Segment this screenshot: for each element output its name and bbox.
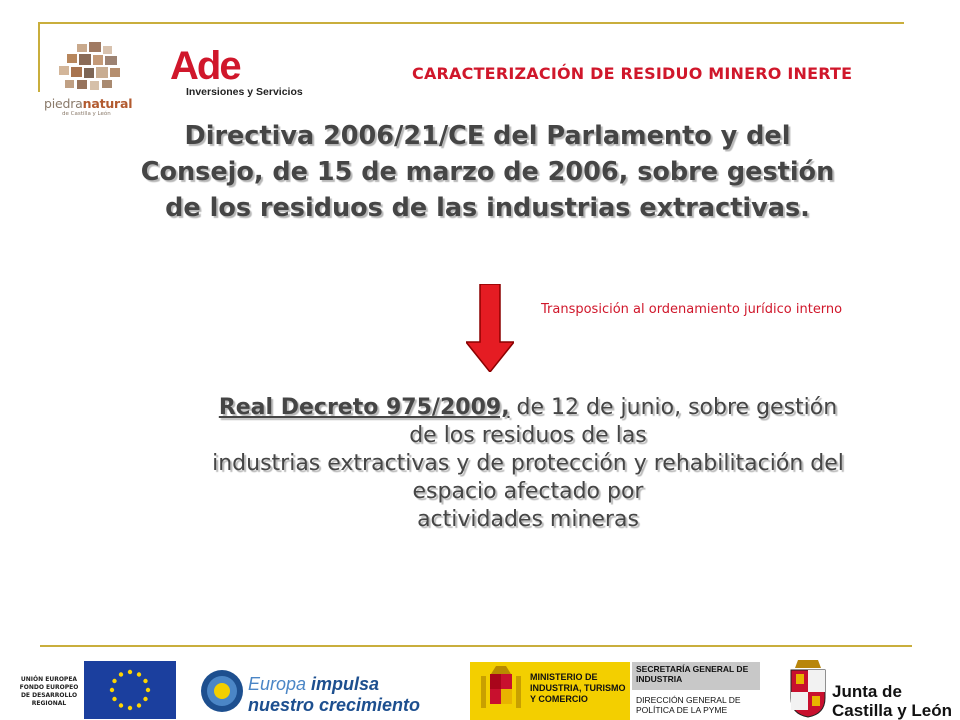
europa-slogan-line2: nuestro crecimiento [248,695,421,715]
piedra-natural-subtitle: de Castilla y León [62,111,111,117]
slide-title: CARACTERIZACIÓN DE RESIDUO MINERO INERTE [412,64,853,83]
secretaria-text: SECRETARÍA GENERAL DE INDUSTRIA [636,664,749,684]
decree-line-2: de los residuos de las [409,423,647,448]
top-divider [38,22,904,24]
transposition-note: Transposición al ordenamiento jurídico interno [541,302,843,317]
directive-heading: Directiva 2006/21/CE del Parlamento y del Consejo, de 15 de marzo de 2006, sobre gestión de los residuos de las industrias extractivas. [140,121,835,223]
piedra-natural-wordmark: piedranatural [44,96,133,111]
decree-reference: Real Decreto 975/2009, [218,395,510,420]
europa-slogan-line1: Europa impulsa [248,674,380,694]
decree-line-4: espacio afectado por [412,479,644,504]
ade-logo-subtitle: Inversiones y Servicios [186,86,303,98]
spain-coat-of-arms-icon [476,664,526,718]
direccion-text: DIRECCIÓN GENERAL DE POLÍTICA DE LA PYME [636,695,741,715]
ade-logo: Ade [170,44,240,88]
decree-line-1: Real Decreto 975/2009, de 12 de junio, sobre gestión [218,395,838,420]
eu-flag-icon [84,661,176,719]
royal-decree-text [128,394,928,534]
castilla-leon-shield-icon [788,660,828,718]
eu-fund-text: UNIÓN EUROPEA FONDO EUROPEO DE DESARROLLO REGIONAL [19,676,79,707]
europa-badge-icon [200,666,244,716]
top-left-divider [38,22,40,92]
down-arrow-icon [466,284,514,372]
junta-castilla-leon-wordmark: Junta de Castilla y León [832,682,952,720]
piedra-natural-mosaic-icon [55,42,125,94]
decree-line-3: industrias extractivas y de protección y rehabilitación del [212,451,844,476]
bottom-divider [40,645,912,647]
ministerio-text: MINISTERIO DE INDUSTRIA, TURISMO Y COMERCIO [530,672,626,704]
decree-line-5: actividades mineras [417,507,639,532]
